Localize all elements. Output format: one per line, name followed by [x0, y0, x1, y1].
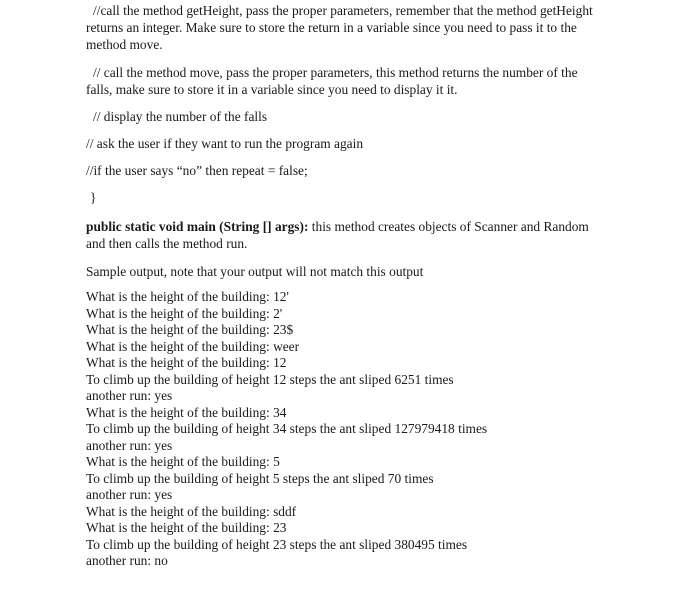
comment-call-move [86, 64, 646, 98]
sample-line: another run: no [86, 553, 168, 568]
text-line: Sample output, note that your output will not match this output [86, 264, 424, 279]
sample-line: To climb up the building of height 23 steps the ant sliped 380495 times [86, 536, 468, 552]
sample-output-intro [86, 263, 646, 280]
text-line: //if the user says “no” then repeat = false; [86, 163, 308, 178]
main-method-desc: this method creates objects of Scanner and Random [308, 219, 589, 234]
sample-line: What is the height of the building: 2' [86, 305, 283, 321]
comment-display [86, 108, 646, 125]
comment-if-no [86, 162, 646, 179]
sample-line: To climb up the building of height 34 steps the ant sliped 127979418 times [86, 421, 488, 436]
text-line: // call the method move, pass the proper parameters, this method returns the number of the [93, 65, 578, 80]
comment-ask [86, 135, 646, 152]
text-line: // display the number of the falls [93, 109, 268, 124]
sample-line: What is the height of the building: 23 [86, 520, 287, 535]
closing-brace [86, 189, 646, 206]
text-line: // ask the user if they want to run the program again [86, 136, 364, 151]
sample-output-block [86, 289, 487, 570]
sample-line: To climb up the building of height 12 steps the ant sliped 6251 times [86, 371, 454, 387]
text-line: falls, make sure to store it in a variable since you need to display it it. [86, 82, 458, 97]
text-line: //call the method getHeight, pass the proper parameters, remember that the method getHeight [93, 3, 593, 18]
text-line: returns an integer. Make sure to store the return in a variable since you need to pass it to the [86, 20, 577, 35]
sample-line: What is the height of the building: 5 [86, 454, 280, 469]
sample-line: What is the height of the building: 23$ [86, 322, 294, 337]
main-method-description [86, 218, 646, 252]
sample-line: another run: yes [86, 437, 173, 453]
sample-line: What is the height of the building: 12 [86, 355, 287, 370]
sample-line: What is the height of the building: weer [86, 338, 300, 354]
sample-line: What is the height of the building: 34 [86, 404, 287, 420]
sample-line: another run: yes [86, 388, 173, 403]
text-line: } [90, 190, 97, 205]
sample-line: To climb up the building of height 5 steps the ant sliped 70 times [86, 470, 434, 486]
sample-line: What is the height of the building: 12' [86, 289, 289, 304]
main-method-signature: public static void main (String [] args): [86, 219, 309, 234]
comment-call-getheight [86, 2, 646, 53]
text-line [86, 218, 646, 235]
text-line: and then calls the method run. [86, 236, 248, 251]
text-line: method move. [86, 37, 163, 52]
sample-line: What is the height of the building: sddf [86, 503, 297, 519]
sample-line: another run: yes [86, 487, 173, 502]
